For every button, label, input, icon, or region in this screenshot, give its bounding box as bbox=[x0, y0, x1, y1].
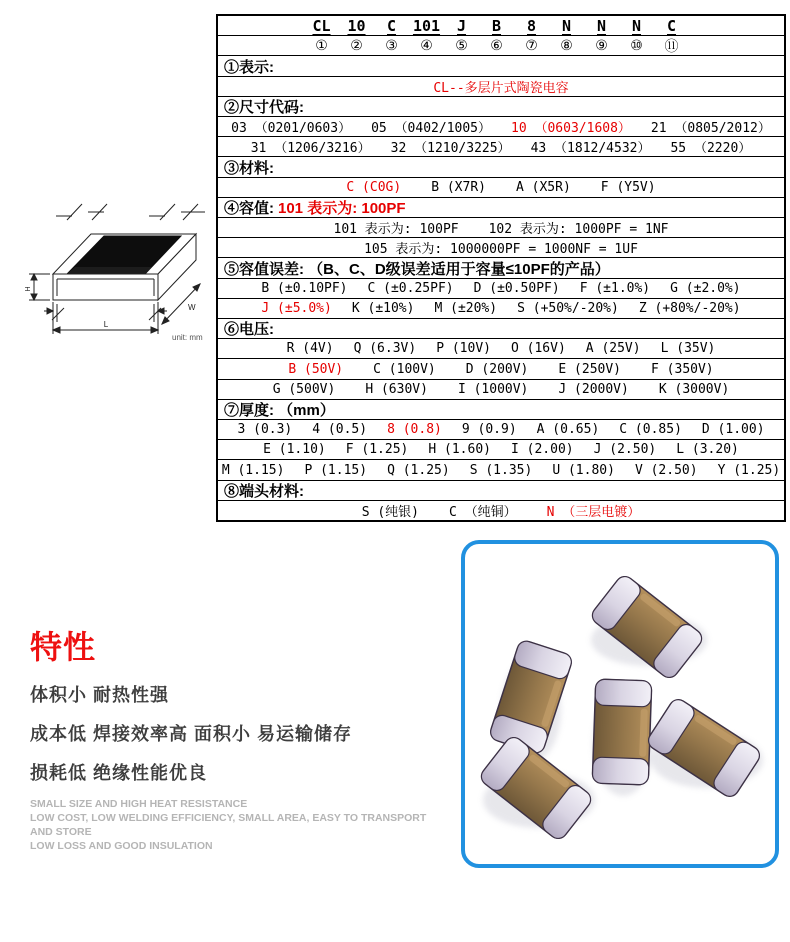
feature-line-en: LOW LOSS AND GOOD INSULATION bbox=[30, 840, 213, 852]
table-cell: 101 表示为: 100PF bbox=[333, 222, 459, 238]
table-cell: 8 (0.8) bbox=[387, 422, 442, 438]
feature-line-en: SMALL SIZE AND HIGH HEAT RESISTANCE bbox=[30, 798, 248, 810]
dim-height-label: H bbox=[25, 286, 32, 292]
table-row bbox=[218, 480, 784, 500]
table-cell: CL--多层片式陶瓷电容 bbox=[433, 80, 569, 96]
table-cell: 10 （0603/1608） bbox=[511, 121, 631, 137]
table-row bbox=[218, 217, 784, 237]
table-row bbox=[218, 257, 784, 277]
table-cell: N bbox=[596, 16, 607, 35]
table-row bbox=[218, 379, 784, 399]
table-cell: D (1.00) bbox=[701, 422, 765, 438]
table-cell: U (1.80) bbox=[552, 462, 615, 478]
unit-label: unit: mm bbox=[172, 333, 203, 342]
table-cell: ⑧ bbox=[560, 37, 573, 54]
table-cell: B (50V) bbox=[288, 361, 344, 377]
table-row bbox=[218, 338, 784, 358]
table-cell: C (0.85) bbox=[619, 422, 682, 438]
table-cell: J (±5.0%) bbox=[261, 300, 332, 316]
table-cell: R (4V) bbox=[286, 341, 334, 357]
table-cell: S (纯银) bbox=[361, 504, 419, 520]
table-cell: 55 （2220） bbox=[670, 141, 752, 157]
features-lines-en bbox=[30, 797, 450, 853]
table-cell: ⑦ bbox=[525, 37, 538, 54]
table-cell: F (±1.0%) bbox=[579, 280, 651, 296]
table-cell: P (10V) bbox=[436, 341, 491, 357]
table-cell: E (1.10) bbox=[263, 442, 326, 458]
table-cell: B bbox=[491, 16, 502, 35]
feature-line: 成本低 焊接效率高 面积小 易运输储存 bbox=[30, 724, 353, 744]
table-row bbox=[218, 116, 784, 136]
table-cell: A (0.65) bbox=[536, 422, 600, 438]
table-row bbox=[218, 399, 784, 419]
table-cell: F (350V) bbox=[651, 361, 714, 377]
table-row bbox=[218, 459, 784, 479]
table-cell: L (35V) bbox=[660, 341, 716, 357]
table-cell: D (200V) bbox=[465, 361, 529, 377]
table-row bbox=[218, 358, 784, 378]
features-title: 特性 bbox=[30, 629, 97, 665]
table-row bbox=[218, 237, 784, 257]
table-row bbox=[218, 439, 784, 459]
table-cell: P (1.15) bbox=[304, 462, 368, 478]
table-row bbox=[218, 318, 784, 338]
table-cell: N （三层电镀） bbox=[546, 504, 641, 520]
table-row bbox=[218, 76, 784, 96]
table-cell: 31 （1206/3216） bbox=[250, 141, 371, 157]
table-cell: L (3.20) bbox=[676, 442, 739, 458]
table-row bbox=[218, 16, 784, 35]
table-cell: M (1.15) bbox=[221, 462, 285, 478]
table-cell: S (+50%/-20%) bbox=[517, 300, 619, 316]
table-cell: ②尺寸代码: bbox=[224, 98, 304, 116]
table-cell: G (500V) bbox=[272, 381, 336, 397]
dim-length-label: L bbox=[103, 320, 109, 329]
table-cell: 32 （1210/3225） bbox=[390, 141, 511, 157]
table-cell: 03 （0201/0603） bbox=[231, 121, 352, 137]
table-cell: N bbox=[561, 16, 572, 35]
table-cell: B (±0.10PF) bbox=[261, 280, 348, 296]
table-cell: 102 表示为: 1000PF = 1NF bbox=[488, 222, 669, 238]
table-cell: F (1.25) bbox=[345, 442, 409, 458]
table-cell: J (2.50) bbox=[593, 442, 657, 458]
table-cell: B (X7R) bbox=[431, 179, 486, 195]
table-cell: C (100V) bbox=[373, 361, 436, 377]
table-cell: I (1000V) bbox=[457, 381, 529, 397]
part-number-spec-table bbox=[216, 14, 786, 522]
features-section bbox=[30, 622, 450, 853]
table-row bbox=[218, 278, 784, 298]
table-cell: ③材料: bbox=[224, 159, 274, 177]
table-cell: ③ bbox=[385, 37, 398, 54]
capacitors-photo bbox=[465, 544, 775, 864]
table-cell: J (2000V) bbox=[558, 381, 629, 397]
table-cell: Y (1.25) bbox=[717, 462, 781, 478]
table-cell: 10 bbox=[347, 16, 366, 35]
table-row bbox=[218, 156, 784, 176]
table-cell: H (630V) bbox=[365, 381, 428, 397]
table-cell: C bbox=[386, 16, 397, 35]
table-cell: N bbox=[631, 16, 642, 35]
table-cell: ⑨ bbox=[595, 37, 608, 54]
table-cell: C bbox=[666, 16, 677, 35]
table-cell: ① bbox=[315, 37, 328, 54]
capacitor-dimension-drawing-icon bbox=[20, 190, 215, 350]
dim-width-label: W bbox=[188, 303, 196, 312]
table-cell: C (C0G) bbox=[346, 179, 402, 195]
table-cell: C (±0.25PF) bbox=[367, 280, 454, 296]
table-row bbox=[218, 177, 784, 197]
table-cell: ⑪ bbox=[664, 38, 679, 55]
table-cell: 9 (0.9) bbox=[461, 422, 517, 438]
table-cell: ⑦厚度: （mm） bbox=[224, 401, 335, 419]
table-row bbox=[218, 136, 784, 156]
table-cell: 101 表示为: 100PF bbox=[278, 199, 406, 217]
product-photo-frame bbox=[461, 540, 779, 868]
table-cell: A (25V) bbox=[585, 341, 641, 357]
table-row bbox=[218, 197, 784, 217]
table-row bbox=[218, 35, 784, 55]
feature-line-en: LOW COST, LOW WELDING EFFICIENCY, SMALL AREA, EASY TO TRANSPORT AND STORE bbox=[30, 812, 427, 838]
table-cell: CL bbox=[312, 16, 331, 35]
table-cell: K (3000V) bbox=[658, 381, 730, 397]
table-cell: ⑩ bbox=[630, 37, 643, 54]
table-cell: I (2.00) bbox=[511, 442, 574, 458]
table-cell: ② bbox=[350, 37, 363, 54]
table-cell: H (1.60) bbox=[428, 442, 491, 458]
table-cell: ⑥ bbox=[490, 37, 503, 54]
table-cell: 105 表示为: 1000000PF = 1000NF = 1UF bbox=[364, 242, 638, 258]
table-cell: Z (+80%/-20%) bbox=[638, 300, 741, 316]
table-cell: E (250V) bbox=[558, 361, 622, 377]
table-cell: ⑤ bbox=[455, 37, 468, 54]
table-cell: 05 （0402/1005） bbox=[371, 121, 491, 137]
table-cell: ⑤容值误差: （B、C、D级误差适用于容量≤10PF的产品） bbox=[224, 260, 610, 278]
table-cell: M (±20%) bbox=[434, 300, 498, 316]
features-lines-cn bbox=[30, 681, 450, 785]
table-cell: Q (1.25) bbox=[387, 462, 450, 478]
table-cell: ①表示: bbox=[224, 58, 274, 76]
table-cell: D (±0.50PF) bbox=[473, 280, 560, 296]
table-cell: J bbox=[456, 16, 467, 35]
table-cell: Q (6.3V) bbox=[353, 341, 417, 357]
table-cell: A (X5R) bbox=[516, 179, 571, 195]
table-row bbox=[218, 55, 784, 75]
table-cell: 3 (0.3) bbox=[237, 422, 293, 438]
table-cell: G (±2.0%) bbox=[670, 280, 741, 296]
table-cell: 21 （0805/2012） bbox=[650, 121, 771, 137]
table-cell: 101 bbox=[412, 16, 441, 35]
table-cell: ⑧端头材料: bbox=[224, 482, 304, 500]
table-row bbox=[218, 500, 784, 520]
feature-line: 损耗低 绝缘性能优良 bbox=[30, 763, 208, 783]
table-cell: V (2.50) bbox=[634, 462, 698, 478]
table-cell: 43 （1812/4532） bbox=[530, 141, 651, 157]
table-cell: 4 (0.5) bbox=[312, 422, 368, 438]
table-cell: C （纯铜） bbox=[449, 504, 517, 520]
table-cell: 8 bbox=[526, 16, 537, 35]
table-cell: F (Y5V) bbox=[600, 179, 656, 195]
table-cell: S (1.35) bbox=[469, 462, 533, 478]
table-row bbox=[218, 298, 784, 318]
table-cell: ④容值: bbox=[224, 199, 274, 217]
table-row bbox=[218, 419, 784, 439]
table-cell: K (±10%) bbox=[351, 300, 415, 316]
table-cell: O (16V) bbox=[511, 341, 566, 357]
table-row bbox=[218, 96, 784, 116]
table-cell: ⑥电压: bbox=[224, 321, 274, 339]
table-cell: ④ bbox=[420, 37, 433, 54]
feature-line: 体积小 耐热性强 bbox=[30, 685, 170, 705]
